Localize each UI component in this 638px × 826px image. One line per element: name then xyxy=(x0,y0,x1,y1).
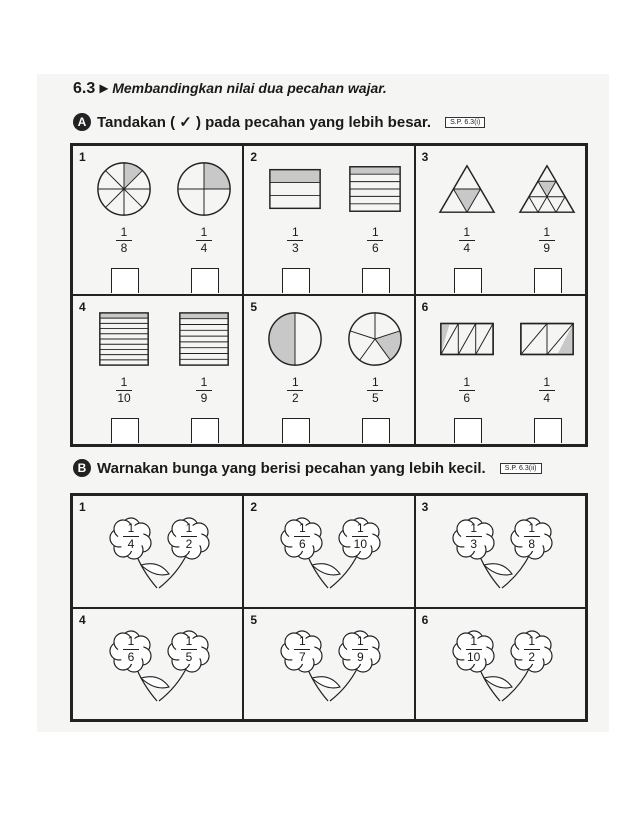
numerator: 1 xyxy=(463,375,470,389)
exercise-number: 6 xyxy=(421,300,429,314)
denominator: 6 xyxy=(298,537,306,551)
denominator: 2 xyxy=(185,537,193,551)
exercise-number: 3 xyxy=(421,500,429,514)
exercise-number: 1 xyxy=(79,150,86,164)
numerator: 1 xyxy=(127,521,135,535)
fraction-diagram-left xyxy=(438,310,496,368)
exercise-number: 6 xyxy=(421,612,429,627)
fraction-diagram-right xyxy=(175,160,233,218)
section-b-title xyxy=(73,459,542,477)
fraction-diagram-right xyxy=(346,310,404,368)
numerator: 1 xyxy=(470,521,477,535)
fraction-diagram-right xyxy=(518,160,576,218)
denominator: 2 xyxy=(528,649,535,664)
exercise-number: 2 xyxy=(250,500,258,514)
denominator: 5 xyxy=(371,391,379,405)
flower-pair-drawing[interactable] xyxy=(268,623,394,709)
fraction-diagram-left xyxy=(95,310,153,368)
fraction-label xyxy=(454,226,480,255)
flower-pair-drawing[interactable] xyxy=(97,510,223,596)
fraction-label xyxy=(111,226,137,255)
fraction-label xyxy=(118,522,144,551)
fraction-label xyxy=(347,522,373,551)
exercise-number: 1 xyxy=(79,500,86,514)
tick-answer-box[interactable] xyxy=(282,268,310,293)
tick-answer-box[interactable] xyxy=(111,268,139,293)
denominator: 4 xyxy=(127,537,135,551)
fraction-label xyxy=(461,635,487,664)
flower-cell-3 xyxy=(415,495,586,608)
tick-answer-box[interactable] xyxy=(282,418,310,443)
numerator: 1 xyxy=(185,521,193,535)
denominator: 10 xyxy=(466,649,481,664)
numerator: 1 xyxy=(127,633,135,648)
exercise-cell-3 xyxy=(415,145,586,295)
denominator: 4 xyxy=(463,241,470,255)
numerator: 1 xyxy=(470,633,477,648)
fraction-diagram-left xyxy=(266,160,324,218)
tick-answer-box[interactable] xyxy=(191,418,219,443)
exercise-number: 4 xyxy=(79,612,86,627)
exercise-cell-2 xyxy=(243,145,414,295)
denominator: 8 xyxy=(528,537,535,551)
denominator: 2 xyxy=(291,391,299,405)
heading-title: Membandingkan nilai dua pecahan wajar. xyxy=(112,80,387,96)
denominator: 10 xyxy=(117,391,131,405)
numerator: 1 xyxy=(185,633,193,648)
fraction-label xyxy=(289,635,315,664)
exercise-cell-1 xyxy=(72,145,243,295)
numerator: 1 xyxy=(291,375,299,389)
fraction-label xyxy=(534,376,560,405)
tick-answer-box[interactable] xyxy=(362,418,390,443)
fraction-label xyxy=(519,635,545,664)
page-heading xyxy=(73,78,387,98)
tick-answer-box[interactable] xyxy=(111,418,139,443)
tick-answer-box[interactable] xyxy=(454,268,482,293)
section-b-tag: S.P. 6.3(ii) xyxy=(500,463,542,474)
fraction-label xyxy=(454,376,480,405)
flower-pair-drawing[interactable] xyxy=(440,623,566,709)
fraction-diagram-right xyxy=(346,160,404,218)
fraction-label xyxy=(461,522,487,551)
tick-answer-box[interactable] xyxy=(534,268,562,293)
fraction-label xyxy=(111,376,137,405)
section-a-grid xyxy=(70,143,588,447)
fraction-label xyxy=(347,635,373,664)
flower-pair-drawing[interactable] xyxy=(97,623,223,709)
numerator: 1 xyxy=(356,521,364,535)
flower-pair-drawing[interactable] xyxy=(440,510,566,596)
exercise-number: 5 xyxy=(250,300,258,314)
section-a-instruction: Tandakan ( ✓ ) pada pecahan yang lebih besar. xyxy=(97,114,432,131)
denominator: 4 xyxy=(543,391,550,405)
fraction-label xyxy=(289,522,315,551)
numerator: 1 xyxy=(528,633,535,648)
denominator: 6 xyxy=(463,391,470,405)
fraction-diagram-right xyxy=(518,310,576,368)
fraction-label xyxy=(176,522,202,551)
flower-cell-5 xyxy=(243,608,414,721)
denominator: 5 xyxy=(185,649,193,664)
denominator: 8 xyxy=(120,241,128,255)
numerator: 1 xyxy=(298,633,306,648)
section-a-badge: A xyxy=(73,113,91,131)
denominator: 6 xyxy=(127,649,135,664)
numerator: 1 xyxy=(356,633,364,648)
numerator: 1 xyxy=(120,225,128,239)
numerator: 1 xyxy=(371,225,379,239)
fraction-label xyxy=(191,226,217,255)
numerator: 1 xyxy=(528,521,535,535)
numerator: 1 xyxy=(463,225,470,239)
denominator: 4 xyxy=(200,241,208,255)
exercise-cell-4 xyxy=(72,295,243,445)
section-b-instruction: Warnakan bunga yang berisi pecahan yang lebih kecil. xyxy=(97,459,486,477)
section-a-title xyxy=(73,113,485,131)
fraction-label xyxy=(176,635,202,664)
denominator: 7 xyxy=(298,649,306,664)
fraction-diagram-left xyxy=(95,160,153,218)
exercise-number: 3 xyxy=(421,150,429,164)
fraction-diagram-left xyxy=(438,160,496,218)
numerator: 1 xyxy=(200,225,208,239)
exercise-cell-6 xyxy=(415,295,586,445)
exercise-number: 5 xyxy=(250,612,258,627)
exercise-cell-5 xyxy=(243,295,414,445)
fraction-label xyxy=(191,376,217,405)
fraction-label xyxy=(118,635,144,664)
tick-answer-box[interactable] xyxy=(191,268,219,293)
flower-cell-1 xyxy=(72,495,243,608)
tick-answer-box[interactable] xyxy=(534,418,562,443)
denominator: 3 xyxy=(470,537,477,551)
denominator: 10 xyxy=(353,537,367,551)
fraction-label xyxy=(282,376,308,405)
denominator: 3 xyxy=(291,241,299,255)
numerator: 1 xyxy=(298,521,306,535)
denominator: 9 xyxy=(200,391,208,405)
exercise-number: 4 xyxy=(79,300,86,314)
flower-pair-drawing[interactable] xyxy=(268,510,394,596)
section-b-badge: B xyxy=(73,459,91,477)
numerator: 1 xyxy=(543,375,550,389)
flower-cell-4 xyxy=(72,608,243,721)
denominator: 9 xyxy=(356,649,364,664)
fraction-label xyxy=(362,226,388,255)
fraction-diagram-left xyxy=(266,310,324,368)
numerator: 1 xyxy=(543,225,550,239)
exercise-number: 2 xyxy=(250,150,258,164)
tick-answer-box[interactable] xyxy=(362,268,390,293)
heading-number: 6.3 xyxy=(73,80,96,97)
numerator: 1 xyxy=(200,375,208,389)
numerator: 1 xyxy=(371,375,379,389)
flower-cell-2 xyxy=(243,495,414,608)
fraction-label xyxy=(362,376,388,405)
tick-answer-box[interactable] xyxy=(454,418,482,443)
numerator: 1 xyxy=(120,375,128,389)
fraction-label xyxy=(519,522,545,551)
fraction-label xyxy=(282,226,308,255)
numerator: 1 xyxy=(291,225,299,239)
denominator: 9 xyxy=(543,241,550,255)
flower-cell-6 xyxy=(415,608,586,721)
fraction-diagram-right xyxy=(175,310,233,368)
fraction-label xyxy=(534,226,560,255)
section-a-tag: S.P. 6.3(i) xyxy=(445,117,485,128)
denominator: 6 xyxy=(371,241,379,255)
heading-arrow: ▸ xyxy=(99,80,108,97)
section-b-grid xyxy=(70,493,588,722)
